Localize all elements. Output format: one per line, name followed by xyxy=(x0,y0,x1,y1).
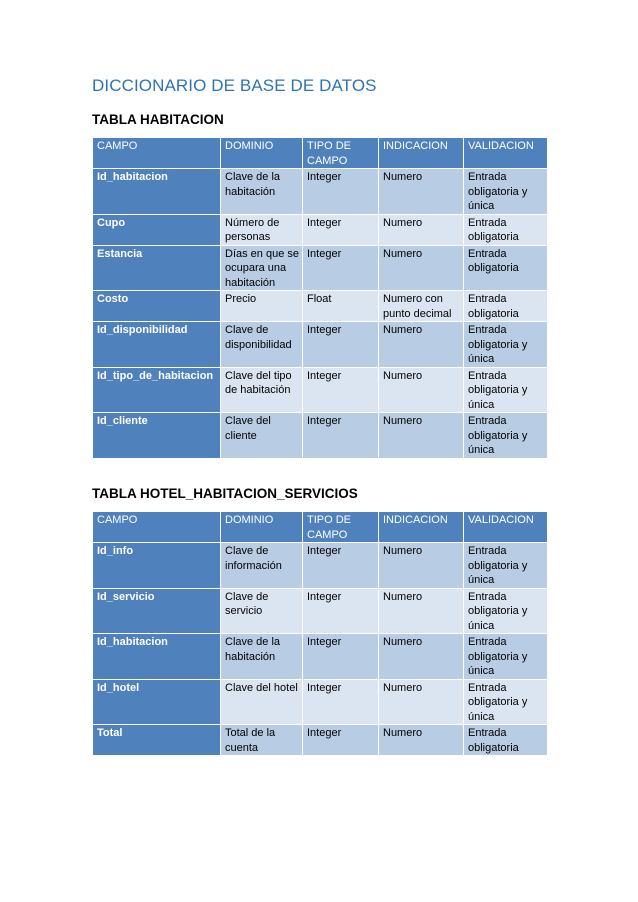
cell-tipo-de-campo: Integer xyxy=(303,322,379,368)
cell-indicacion: Numero xyxy=(379,725,464,756)
cell-dominio: Clave de servicio xyxy=(221,588,303,634)
cell-tipo-de-campo: Integer xyxy=(303,725,379,756)
cell-dominio: Clave del cliente xyxy=(221,413,303,459)
document-title: DICCIONARIO DE BASE DE DATOS xyxy=(92,76,377,95)
cell-indicacion: Numero xyxy=(379,245,464,291)
table-row xyxy=(93,169,548,215)
cell-validacion: Entrada obligatoria y única xyxy=(464,322,548,368)
table-row xyxy=(93,245,548,291)
cell-validacion: Entrada obligatoria xyxy=(464,291,548,322)
cell-indicacion: Numero xyxy=(379,322,464,368)
table-row xyxy=(93,543,548,589)
cell-validacion: Entrada obligatoria y única xyxy=(464,588,548,634)
cell-indicacion: Numero xyxy=(379,169,464,215)
cell-tipo-de-campo: Integer xyxy=(303,245,379,291)
table-hotel-habitacion-servicios xyxy=(92,511,548,756)
cell-tipo-de-campo: Float xyxy=(303,291,379,322)
cell-validacion: Entrada obligatoria y única xyxy=(464,367,548,413)
cell-validacion: Entrada obligatoria y única xyxy=(464,169,548,215)
cell-dominio: Clave del tipo de habitación xyxy=(221,367,303,413)
cell-validacion: Entrada obligatoria xyxy=(464,725,548,756)
cell-dominio: Clave de información xyxy=(221,543,303,589)
cell-dominio: Clave de la habitación xyxy=(221,169,303,215)
column-header-tipo-de-campo: TIPO DE CAMPO xyxy=(303,512,379,543)
cell-dominio: Días en que se ocupara una habitación xyxy=(221,245,303,291)
cell-campo: Cupo xyxy=(93,214,221,245)
column-header-dominio: DOMINIO xyxy=(221,138,303,169)
cell-validacion: Entrada obligatoria y única xyxy=(464,634,548,680)
column-header-indicacion: INDICACION xyxy=(379,512,464,543)
table-habitacion xyxy=(92,137,548,459)
cell-validacion: Entrada obligatoria xyxy=(464,214,548,245)
cell-indicacion: Numero con punto decimal xyxy=(379,291,464,322)
table-row xyxy=(93,214,548,245)
cell-dominio: Total de la cuenta xyxy=(221,725,303,756)
cell-tipo-de-campo: Integer xyxy=(303,543,379,589)
cell-campo: Total xyxy=(93,725,221,756)
cell-campo: Estancia xyxy=(93,245,221,291)
cell-dominio: Precio xyxy=(221,291,303,322)
table-row xyxy=(93,322,548,368)
cell-dominio: Número de personas xyxy=(221,214,303,245)
cell-campo: Id_disponibilidad xyxy=(93,322,221,368)
cell-tipo-de-campo: Integer xyxy=(303,679,379,725)
column-header-validacion: VALIDACION xyxy=(464,138,548,169)
cell-campo: Id_tipo_de_habitacion xyxy=(93,367,221,413)
cell-indicacion: Numero xyxy=(379,214,464,245)
table-row xyxy=(93,588,548,634)
table-row xyxy=(93,367,548,413)
cell-tipo-de-campo: Integer xyxy=(303,169,379,215)
cell-indicacion: Numero xyxy=(379,413,464,459)
cell-campo: Id_servicio xyxy=(93,588,221,634)
cell-indicacion: Numero xyxy=(379,543,464,589)
column-header-indicacion: INDICACION xyxy=(379,138,464,169)
column-header-campo: CAMPO xyxy=(93,138,221,169)
cell-tipo-de-campo: Integer xyxy=(303,413,379,459)
cell-indicacion: Numero xyxy=(379,679,464,725)
cell-tipo-de-campo: Integer xyxy=(303,214,379,245)
column-header-campo: CAMPO xyxy=(93,512,221,543)
cell-indicacion: Numero xyxy=(379,367,464,413)
cell-campo: Id_info xyxy=(93,543,221,589)
cell-validacion: Entrada obligatoria xyxy=(464,245,548,291)
table-header-row xyxy=(93,512,548,543)
table-row xyxy=(93,291,548,322)
cell-tipo-de-campo: Integer xyxy=(303,367,379,413)
cell-campo: Costo xyxy=(93,291,221,322)
column-header-validacion: VALIDACION xyxy=(464,512,548,543)
table-heading-hotel-habitacion-servicios: TABLA HOTEL_HABITACION_SERVICIOS xyxy=(92,486,358,501)
cell-tipo-de-campo: Integer xyxy=(303,588,379,634)
cell-campo: Id_cliente xyxy=(93,413,221,459)
cell-campo: Id_hotel xyxy=(93,679,221,725)
cell-validacion: Entrada obligatoria y única xyxy=(464,679,548,725)
table-heading-habitacion: TABLA HABITACION xyxy=(92,112,224,127)
table-row xyxy=(93,725,548,756)
cell-dominio: Clave de disponibilidad xyxy=(221,322,303,368)
column-header-tipo-de-campo: TIPO DE CAMPO xyxy=(303,138,379,169)
table-row xyxy=(93,413,548,459)
cell-indicacion: Numero xyxy=(379,588,464,634)
cell-tipo-de-campo: Integer xyxy=(303,634,379,680)
cell-validacion: Entrada obligatoria y única xyxy=(464,543,548,589)
cell-indicacion: Numero xyxy=(379,634,464,680)
table-header-row xyxy=(93,138,548,169)
column-header-dominio: DOMINIO xyxy=(221,512,303,543)
cell-dominio: Clave del hotel xyxy=(221,679,303,725)
cell-campo: Id_habitacion xyxy=(93,169,221,215)
table-row xyxy=(93,679,548,725)
cell-dominio: Clave de la habitación xyxy=(221,634,303,680)
cell-campo: Id_habitacion xyxy=(93,634,221,680)
cell-validacion: Entrada obligatoria y única xyxy=(464,413,548,459)
table-row xyxy=(93,634,548,680)
